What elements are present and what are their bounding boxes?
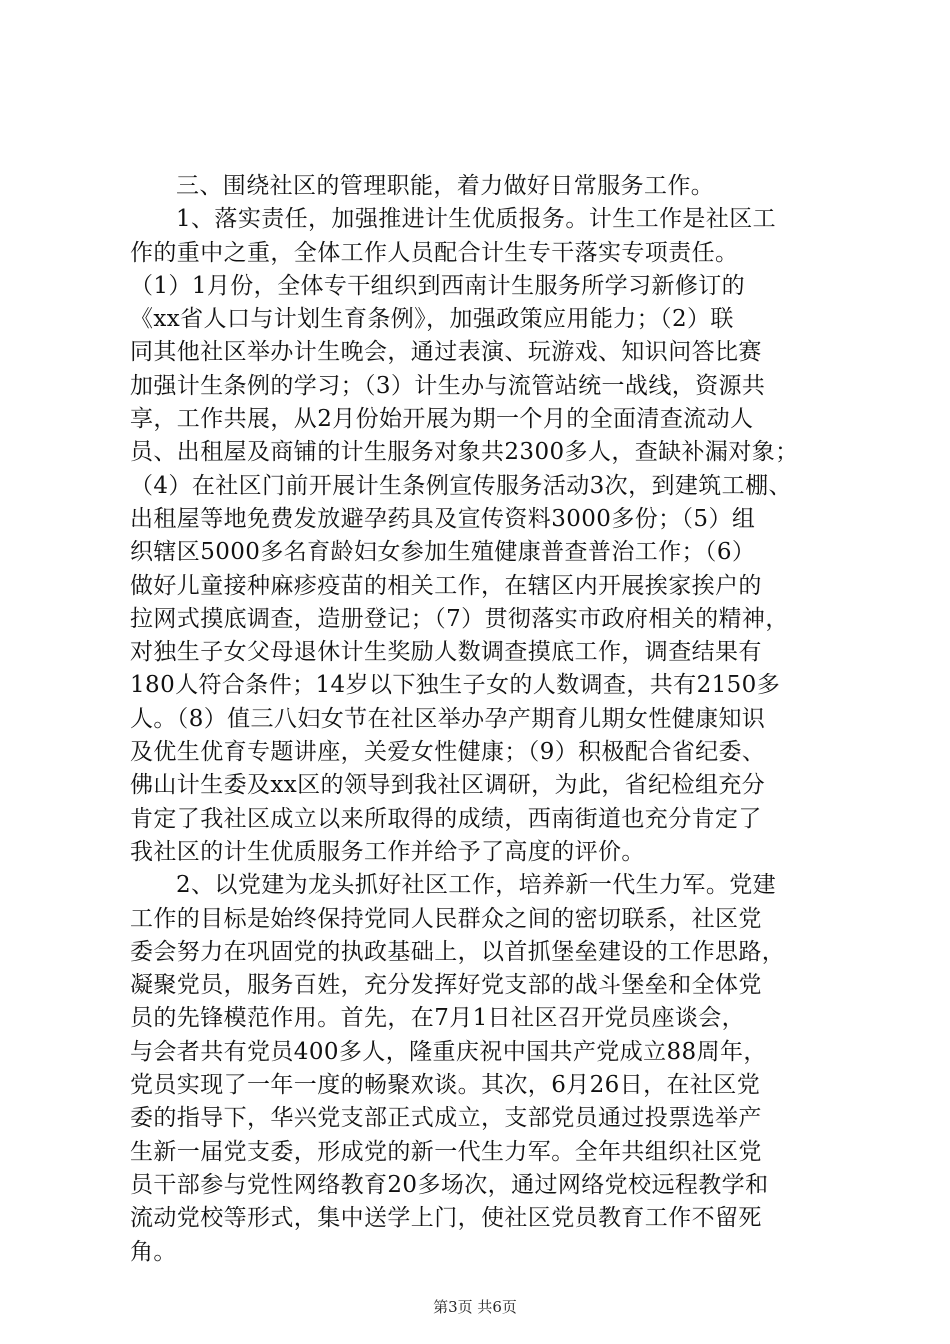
paragraph-line: 享，工作共展，从2月份始开展为期一个月的全面清查流动人 — [130, 406, 754, 433]
paragraph-line: 及优生优育专题讲座，关爱女性健康；（9）积极配合省纪委、 — [130, 739, 766, 766]
paragraph-line: 角。 — [130, 1238, 177, 1265]
body-text — [130, 170, 840, 1269]
page-number-footer: 第3页 共6页 — [433, 1298, 517, 1316]
paragraph-line: 流动党校等形式，集中送学上门，使社区党员教育工作不留死 — [130, 1205, 762, 1232]
paragraph-line: 2、以党建为龙头抓好社区工作，培养新一代生力军。党建 — [176, 872, 777, 899]
section-heading-line: 三、围绕社区的管理职能，着力做好日常服务工作。 — [176, 173, 715, 199]
paragraph-line: 生新一届党支委，形成党的新一代生力军。全年共组织社区党 — [130, 1138, 762, 1165]
paragraph-line: 员、出租屋及商铺的计生服务对象共2300多人，查缺补漏对象； — [130, 439, 799, 466]
paragraph-line: 员干部参与党性网络教育20多场次，通过网络党校远程教学和 — [130, 1171, 769, 1198]
paragraph-line: 作的重中之重，全体工作人员配合计生专干落实专项责任。 — [130, 239, 739, 266]
paragraph-line: 同其他社区举办计生晚会，通过表演、玩游戏、知识问答比赛 — [130, 339, 762, 366]
paragraph-line: 1、落实责任，加强推进计生优质报务。计生工作是社区工 — [176, 206, 777, 233]
paragraph-line: 做好儿童接种麻疹疫苗的相关工作，在辖区内开展挨家挨户的 — [130, 572, 762, 599]
paragraph-line: （1）1月份，全体专干组织到西南计生服务所学习新修订的 — [130, 272, 746, 299]
paragraph-line: 人。（8）值三八妇女节在社区举办孕产期育儿期女性健康知识 — [130, 705, 766, 732]
paragraph-line: 工作的目标是始终保持党同人民群众之间的密切联系，社区党 — [130, 905, 762, 932]
paragraph-line: 拉网式摸底调查，造册登记；（7）贯彻落实市政府相关的精神， — [130, 605, 789, 632]
paragraph-line: 180人符合条件；14岁以下独生子女的人数调查，共有2150多 — [130, 672, 781, 699]
paragraph-line: 我社区的计生优质服务工作并给予了高度的评价。 — [130, 838, 645, 865]
paragraph-line: 肯定了我社区成立以来所取得的成绩，西南街道也充分肯定了 — [130, 805, 762, 832]
paragraph-line: （4）在社区门前开展计生条例宣传服务活动3次，到建筑工棚、 — [130, 472, 792, 499]
paragraph-line: 与会者共有党员400多人，隆重庆祝中国共产党成立88周年， — [130, 1038, 767, 1065]
paragraph-line: 委的指导下，华兴党支部正式成立，支部党员通过投票选举产 — [130, 1105, 762, 1132]
paragraph-line: 委会努力在巩固党的执政基础上，以首抓堡垒建设的工作思路， — [130, 938, 786, 965]
paragraph-line: 佛山计生委及xx区的领导到我社区调研，为此，省纪检组充分 — [130, 772, 766, 799]
paragraph-line: 员的先锋模范作用。首先，在7月1日社区召开党员座谈会， — [130, 1005, 746, 1032]
paragraph-line: 织辖区5000多名育龄妇女参加生殖健康普查普治工作；（6） — [130, 539, 756, 566]
paragraph-line: 凝聚党员，服务百姓，充分发挥好党支部的战斗堡垒和全体党 — [130, 972, 762, 999]
paragraph-line: 对独生子女父母退休计生奖励人数调查摸底工作，调查结果有 — [130, 639, 762, 666]
paragraph-line: 《xx省人口与计划生育条例》，加强政策应用能力；（2）联 — [130, 306, 734, 333]
paragraph-line: 出租屋等地免费发放避孕药具及宣传资料3000多份；（5）组 — [130, 505, 756, 532]
paragraph-line: 加强计生条例的学习；（3）计生办与流管站统一战线，资源共 — [130, 372, 766, 399]
paragraph-line: 党员实现了一年一度的畅聚欢谈。其次，6月26日，在社区党 — [130, 1072, 761, 1099]
